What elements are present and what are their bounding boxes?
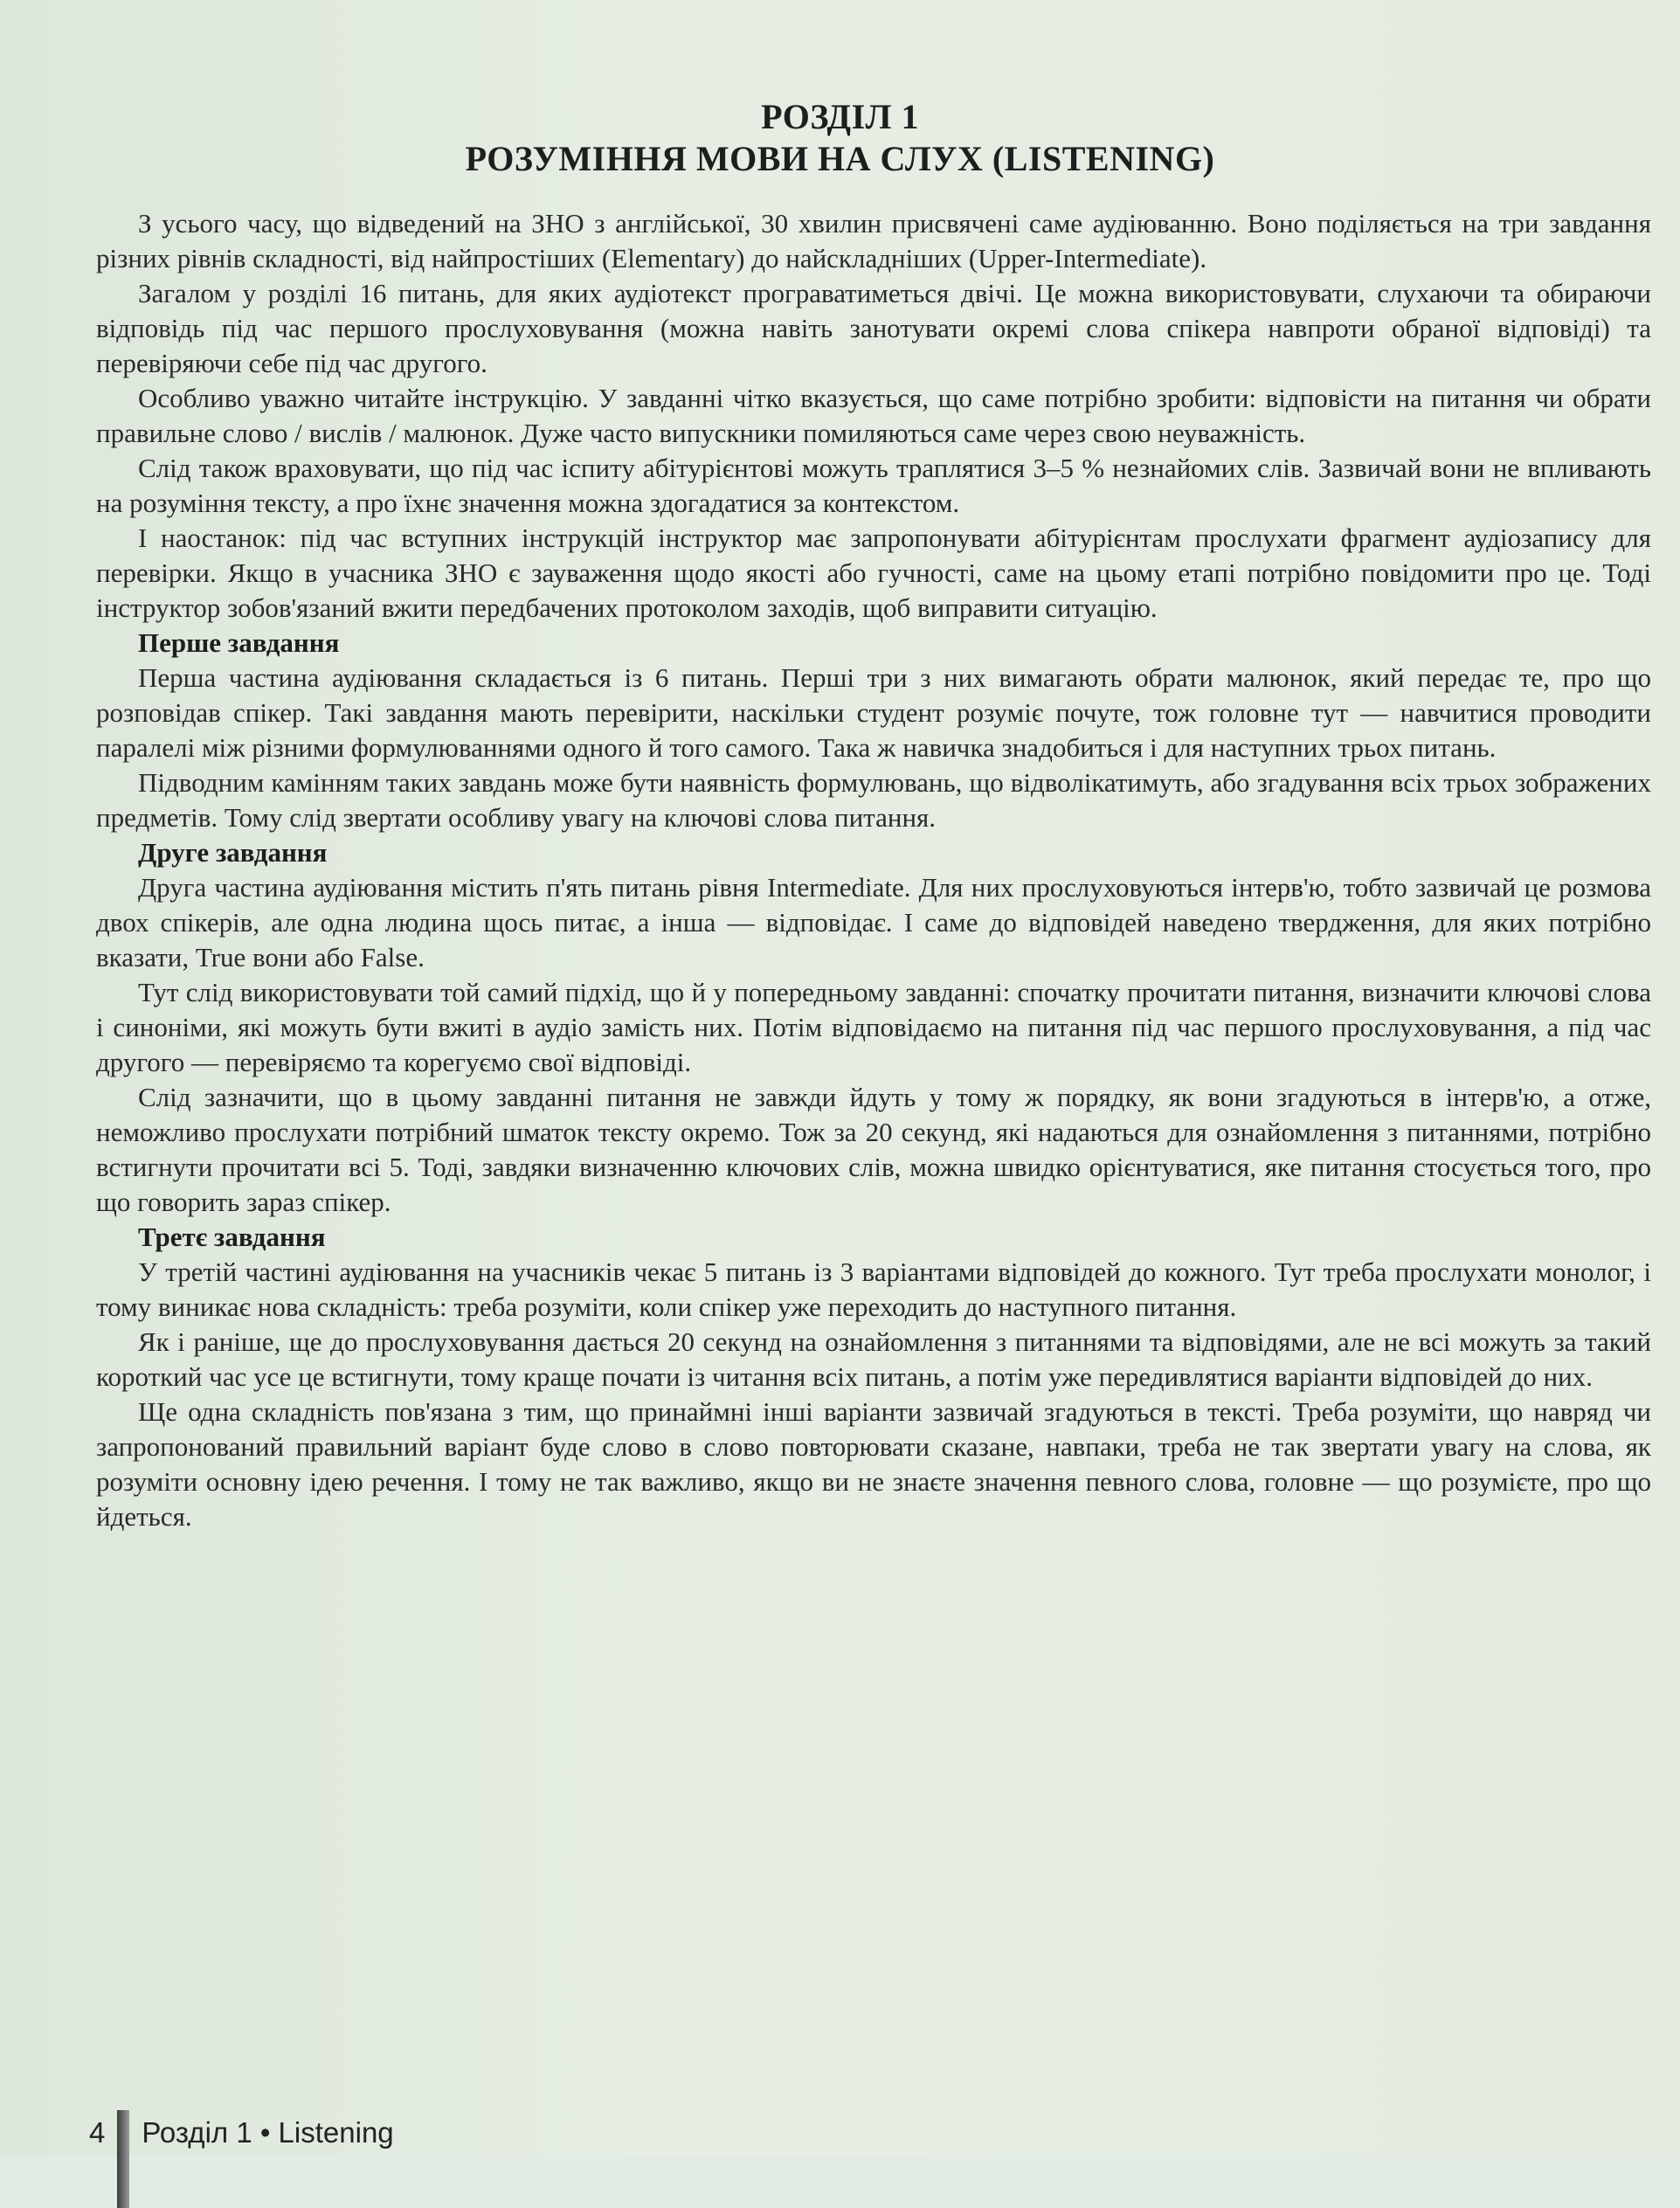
- task2-paragraph: Друга частина аудіювання містить п'ять питань рівня Intermediate. Для них прослуховуються інтерв'ю, тобто зазвичай це розмова двох спікерів, але одна людина щось питає, а інша — відповідає. І саме до відповідей наведено твердження, для яких потрібно вказати, True вони або False.: [96, 872, 1651, 972]
- section-title: РОЗУМІННЯ МОВИ НА СЛУХ (LISTENING): [465, 139, 1215, 178]
- intro-paragraph: З усього часу, що відведений на ЗНО з англійської, 30 хвилин присвячені саме аудіюванню. Воно поділяється на три завдання різних рівнів складності, від найпростіших (Elementary) до найскладніших (Upper-Intermediate).: [96, 208, 1651, 273]
- task2-heading: Друге завдання: [138, 837, 328, 868]
- task1-paragraph: Перша частина аудіювання складається із 6 питань. Перші три з них вимагають обрати малюнок, який передає те, про що розповідав спікер. Такі завдання мають перевірити, наскільки студент розуміє почуте, тож головне тут — навчитися проводити паралелі між різними формулюваннями одного й того самого. Така ж навичка знадобиться і для наступних трьох питань.: [96, 662, 1651, 763]
- task3-paragraph: Ще одна складність пов'язана з тим, що принаймні інші варіанти зазвичай згадуються в тексті. Треба розуміти, що навряд чи запропонований правильний варіант буде слово в слово повторювати сказане, навпаки, треба не так звертати увагу на слова, як розуміти основну ідею речення. І тому не так важливо, якщо ви не знаєте значення певного слова, головне — що розумієте, про що йдеться.: [96, 1396, 1651, 1532]
- footer-bar-decoration: [117, 2110, 129, 2208]
- page-footer: [89, 2058, 394, 2208]
- main-text: [96, 206, 1651, 1534]
- intro-paragraph: І наостанок: під час вступних інструкцій інструктор має запропонувати абітурієнтам прослухати фрагмент аудіозапису для перевірки. Якщо в учасника ЗНО є зауваження щодо якості або гучності, саме на цьому етапі потрібно повідомити про це. Тоді інструктор зобов'язаний вжити передбачених протоколом заходів, щоб виправити ситуацію.: [96, 523, 1651, 623]
- page-number: 4: [89, 2116, 106, 2149]
- section-number: РОЗДІЛ 1: [761, 97, 919, 136]
- intro-paragraph: Слід також враховувати, що під час іспиту абітурієнтові можуть траплятися 3–5 % незнайомих слів. Зазвичай вони не впливають на розуміння тексту, а про їхнє значення можна здогадатися за контекстом.: [96, 453, 1651, 518]
- running-title: Розділ 1 • Listening: [142, 2116, 394, 2149]
- task3-paragraph: Як і раніше, ще до прослуховування дається 20 секунд на ознайомлення з питаннями та відповідями, але не всі можуть за такий короткий час усе це встигнути, тому краще почати із читання всіх питань, а потім уже передивлятися варіанти відповідей до них.: [96, 1326, 1651, 1392]
- intro-paragraph: Особливо уважно читайте інструкцію. У завданні чітко вказується, що саме потрібно зробити: відповісти на питання чи обрати правильне слово / вислів / малюнок. Дуже часто випускники помиляються саме через свою неуважність.: [96, 383, 1651, 448]
- task2-paragraph: Слід зазначити, що в цьому завданні питання не завжди йдуть у тому ж порядку, як вони згадуються в інтерв'ю, а отже, неможливо прослухати потрібний шматок тексту окремо. Тож за 20 секунд, які надаються для ознайомлення з питаннями, потрібно встигнути прочитати всі 5. Тоді, завдяки визначенню ключових слів, можна швидко орієнтуватися, яке питання стосується того, про що говорить зараз спікер.: [96, 1082, 1651, 1217]
- task3-paragraph: У третій частині аудіювання на учасників чекає 5 питань із 3 варіантами відповідей до кожного. Тут треба прослухати монолог, і тому виникає нова складність: треба розуміти, коли спікер уже переходить до наступного питання.: [96, 1256, 1651, 1322]
- task1-paragraph: Підводним камінням таких завдань може бути наявність формулювань, що відволікатимуть, або згадування всіх трьох зображених предметів. Тому слід звертати особливу увагу на ключові слова питання.: [96, 767, 1651, 833]
- page-title: [0, 96, 1680, 180]
- task2-paragraph: Тут слід використовувати той самий підхід, що й у попередньому завданні: спочатку прочитати питання, визначити ключові слова і синоніми, які можуть бути вжиті в аудіо замість них. Потім відповідаємо на питання під час першого прослуховування, а під час другого — перевіряємо та корегуємо свої відповіді.: [96, 977, 1651, 1077]
- task3-heading: Третє завдання: [138, 1222, 326, 1252]
- task1-heading: Перше завдання: [138, 627, 340, 658]
- intro-paragraph: Загалом у розділі 16 питань, для яких аудіотекст програватиметься двічі. Це можна використовувати, слухаючи та обираючи відповідь під час першого прослуховування (можна навіть занотувати окремі слова спікера навпроти обраної відповіді) та перевіряючи себе під час другого.: [96, 278, 1651, 378]
